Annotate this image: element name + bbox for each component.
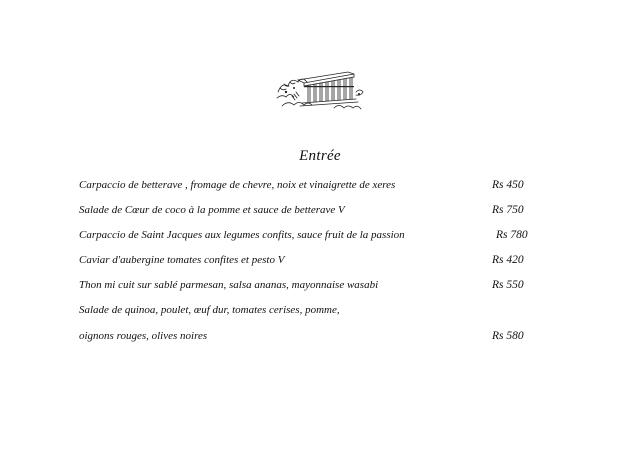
- menu-item-name-continued: oignons rouges, olives noires: [79, 330, 208, 342]
- menu-item-name: Salade de quinoa, poulet, œuf dur, tomates cerises, pomme,: [79, 304, 340, 316]
- menu-item-price: Rs 420: [492, 254, 524, 266]
- menu-item-name: Salade de Cœur de coco à la pomme et sauce de betterave V: [79, 204, 345, 216]
- menu-item-price: Rs 750: [492, 204, 524, 216]
- menu-item-price: Rs 580: [492, 330, 524, 342]
- menu-item-name: Carpaccio de Saint Jacques aux legumes confits, sauce fruit de la passion: [79, 229, 405, 241]
- menu-item-price: Rs 780: [496, 229, 528, 241]
- menu-item-name: Carpaccio de betterave , fromage de chevre, noix et vinaigrette de xeres: [79, 179, 396, 191]
- section-title: Entrée: [299, 148, 341, 164]
- menu-item-name: Thon mi cuit sur sablé parmesan, salsa ananas, mayonnaise wasabi: [79, 279, 379, 291]
- menu-item-price: Rs 450: [492, 179, 524, 191]
- menu-item-price: Rs 550: [492, 279, 524, 291]
- restaurant-logo-sketch: [274, 62, 366, 112]
- menu-item-name: Caviar d'aubergine tomates confites et pesto V: [79, 254, 285, 266]
